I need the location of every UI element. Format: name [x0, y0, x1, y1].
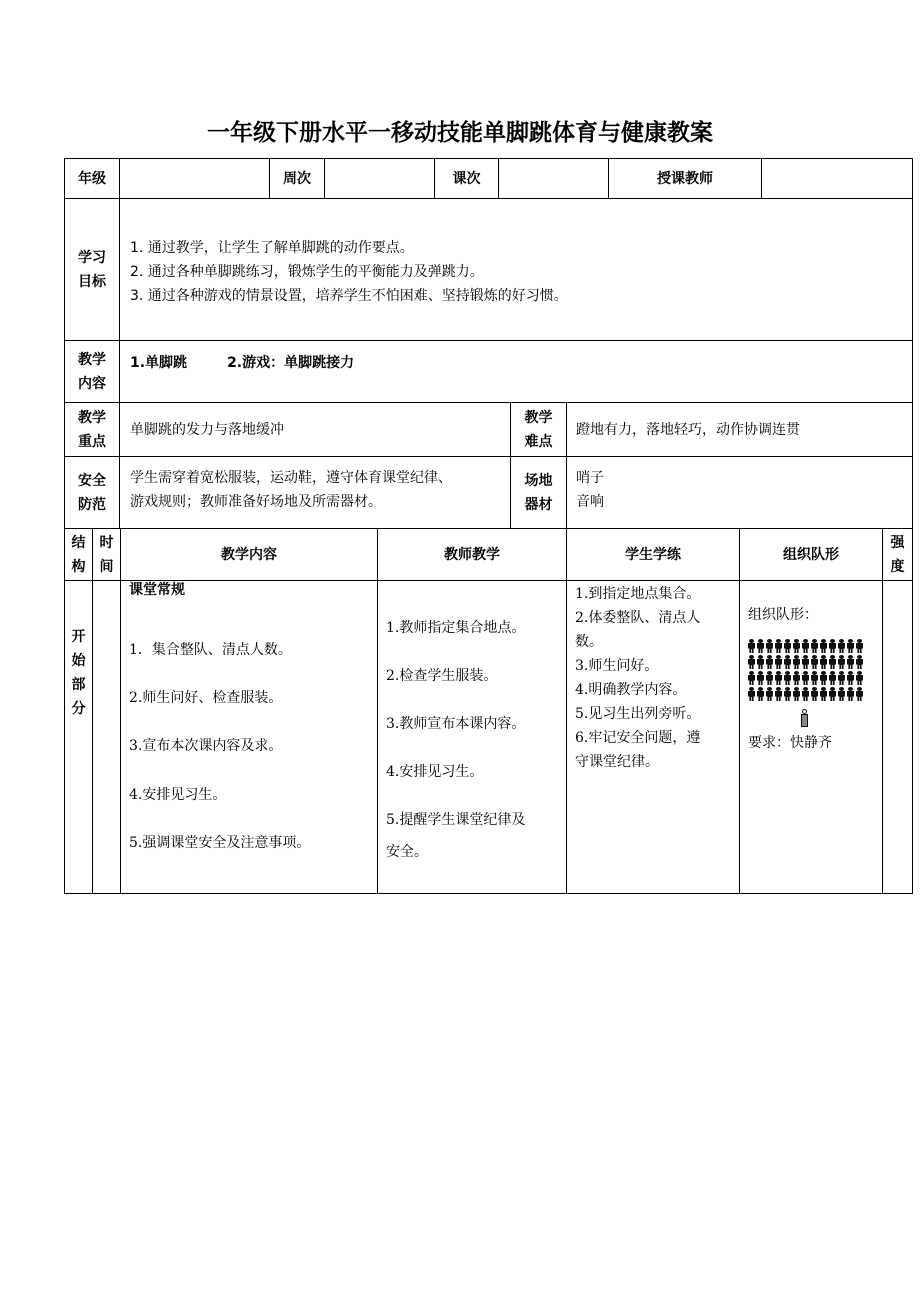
objectives-label-line-2: 目标 [78, 273, 106, 290]
student-figure-icon [793, 687, 800, 701]
formation-requirement: 要求：快静齐 [748, 735, 832, 751]
start-teacher [386, 616, 564, 864]
equipment-list [576, 466, 876, 514]
teacher-teaching-header: 教师教学 [444, 546, 500, 563]
time-header [93, 529, 120, 580]
start-student-line: 4.明确教学内容。 [575, 682, 687, 698]
student-figure-icon [802, 687, 809, 701]
start-formation [748, 603, 878, 755]
equipment-label-line-1: 场地 [524, 472, 553, 489]
student-figure-icon [856, 687, 863, 701]
start-teacher-item: 1.教师指定集合地点。 [386, 620, 526, 636]
start-teacher-item: 安全。 [386, 844, 428, 860]
structure-header [65, 529, 92, 580]
equipment-label-line-2: 器材 [524, 496, 553, 513]
formation-row [748, 639, 878, 653]
difficulty-label [511, 403, 566, 456]
student-figure-icon [820, 671, 827, 685]
student-figure-icon [793, 671, 800, 685]
start-student-line: 守课堂纪律。 [575, 754, 659, 770]
student-figure-icon [784, 655, 791, 669]
safety-line: 游戏规则；教师准备好场地及所需器材。 [130, 494, 382, 510]
start-teacher-item: 3.教师宣布本课内容。 [386, 716, 526, 732]
teacher-figure-icon [801, 709, 808, 727]
content-item-1: 1.单脚跳 [130, 355, 188, 371]
student-figure-icon [820, 655, 827, 669]
teaching-content-header: 教学内容 [221, 546, 277, 563]
formation-header: 组织队形 [783, 546, 839, 563]
start-section-label [65, 625, 92, 721]
student-figure-icon [757, 687, 764, 701]
student-figure-icon [748, 639, 755, 653]
student-figure-icon [766, 671, 773, 685]
student-figure-icon [811, 655, 818, 669]
student-figure-icon [820, 687, 827, 701]
safety-line: 学生需穿着宽松服装，运动鞋，遵守体育课堂纪律、 [130, 470, 452, 486]
student-figure-icon [793, 655, 800, 669]
student-figure-icon [829, 655, 836, 669]
start-student-line: 1.到指定地点集合。 [575, 586, 701, 602]
objectives-label [65, 199, 119, 340]
teacher-label: 授课教师 [657, 170, 713, 187]
student-figure-icon [775, 671, 782, 685]
formation-row [748, 671, 878, 685]
intensity-header [883, 529, 912, 580]
grade-label: 年级 [78, 170, 106, 187]
safety-text [130, 466, 508, 514]
equipment-item: 音响 [576, 494, 604, 510]
start-student-line: 5.见习生出列旁听。 [575, 706, 701, 722]
student-figure-icon [802, 655, 809, 669]
student-figure-icon [829, 687, 836, 701]
start-content-title: 课堂常规 [129, 582, 185, 598]
intensity-header-line-2: 度 [890, 558, 905, 575]
student-figure-icon [856, 671, 863, 685]
student-figure-icon [748, 671, 755, 685]
structure-header-line-1: 结 [71, 534, 86, 551]
student-figure-icon [784, 639, 791, 653]
structure-header-line-2: 构 [71, 558, 86, 575]
start-teacher-item: 2.检查学生服装。 [386, 668, 498, 684]
student-figure-icon [829, 671, 836, 685]
key-points-label-line-2: 重点 [78, 433, 106, 450]
student-figure-icon [766, 639, 773, 653]
week-value[interactable] [325, 159, 434, 198]
start-student-line: 3.师生问好。 [575, 658, 659, 674]
content-label-line-2: 内容 [78, 375, 106, 392]
student-figure-icon [757, 639, 764, 653]
student-figure-icon [784, 671, 791, 685]
start-teacher-item: 4.安排见习生。 [386, 764, 484, 780]
student-figure-icon [793, 639, 800, 653]
content-label [65, 341, 119, 402]
difficulty-text: 蹬地有力，落地轻巧，动作协调连贯 [576, 421, 800, 438]
equipment-label [511, 457, 566, 528]
start-student-line: 数。 [575, 634, 603, 650]
start-student-line: 2.体委整队、清点人 [575, 610, 701, 626]
student-figure-icon [748, 687, 755, 701]
teacher-value[interactable] [762, 159, 912, 198]
student-figure-icon [766, 655, 773, 669]
start-content [129, 578, 374, 855]
start-section-label-char: 始 [71, 653, 86, 669]
student-figure-icon [802, 671, 809, 685]
lesson-label: 课次 [452, 170, 481, 187]
student-figure-icon [757, 671, 764, 685]
formation-label: 组织队形： [748, 607, 818, 623]
objective-item: 3. 通过各种游戏的情景设置，培养学生不怕困难、坚持锻炼的好习惯。 [130, 288, 568, 304]
formation-row [748, 655, 878, 669]
student-figure-icon [856, 655, 863, 669]
student-figure-icon [811, 671, 818, 685]
student-figure-icon [847, 655, 854, 669]
objective-item: 1. 通过教学，让学生了解单脚跳的动作要点。 [130, 240, 414, 256]
student-figure-icon [757, 655, 764, 669]
key-points-text: 单脚跳的发力与落地缓冲 [130, 421, 284, 438]
start-content-item: 1．集合整队、清点人数。 [129, 642, 292, 658]
start-student-line: 6.牢记安全问题，遵 [575, 730, 701, 746]
intensity-header-line-1: 强 [890, 534, 905, 551]
student-figure-icon [811, 687, 818, 701]
key-points-label [65, 403, 119, 456]
student-figure-icon [802, 639, 809, 653]
start-student [575, 582, 737, 774]
student-practice-header: 学生学练 [625, 546, 681, 563]
start-teacher-item: 5.提醒学生课堂纪律及 [386, 812, 526, 828]
start-content-item: 3.宣布本次课内容及求。 [129, 738, 283, 754]
start-section-label-char: 部 [71, 677, 86, 693]
student-figure-icon [856, 639, 863, 653]
student-figure-icon [775, 639, 782, 653]
start-content-item: 5.强调课堂安全及注意事项。 [129, 835, 311, 851]
safety-label-line-1: 安全 [78, 472, 106, 489]
grade-value[interactable] [120, 159, 269, 198]
difficulty-label-line-2: 难点 [524, 433, 553, 450]
lesson-value[interactable] [499, 159, 608, 198]
student-figure-icon [838, 655, 845, 669]
formation-row [748, 687, 878, 701]
student-figure-icon [775, 655, 782, 669]
objectives-list [130, 236, 900, 308]
start-section-label-char: 开 [71, 629, 86, 645]
content-items [130, 351, 530, 375]
start-content-item: 4.安排见习生。 [129, 787, 227, 803]
student-figure-icon [847, 687, 854, 701]
safety-label [65, 457, 119, 528]
equipment-item: 哨子 [576, 470, 604, 486]
student-figure-icon [838, 671, 845, 685]
safety-label-line-2: 防范 [78, 496, 106, 513]
student-figure-icon [775, 687, 782, 701]
student-figure-icon [847, 639, 854, 653]
student-figure-icon [838, 639, 845, 653]
key-points-label-line-1: 教学 [78, 409, 106, 426]
student-figure-icon [829, 639, 836, 653]
student-figure-icon [748, 655, 755, 669]
start-section-label-char: 分 [71, 701, 86, 717]
time-header-line-2: 间 [99, 558, 114, 575]
student-figure-icon [811, 639, 818, 653]
content-label-line-1: 教学 [78, 351, 106, 368]
objectives-label-line-1: 学习 [78, 249, 106, 266]
student-figure-icon [766, 687, 773, 701]
page-title: 一年级下册水平一移动技能单脚跳体育与健康教案 [207, 120, 713, 146]
student-figure-icon [820, 639, 827, 653]
formation-diagram [748, 639, 878, 701]
start-content-item: 2.师生问好、检查服装。 [129, 690, 283, 706]
objective-item: 2. 通过各种单脚跳练习，锻炼学生的平衡能力及弹跳力。 [130, 264, 484, 280]
time-header-line-1: 时 [99, 534, 114, 551]
difficulty-label-line-1: 教学 [524, 409, 553, 426]
student-figure-icon [838, 687, 845, 701]
student-figure-icon [847, 671, 854, 685]
content-item-2: 2.游戏：单脚跳接力 [227, 355, 355, 371]
student-figure-icon [784, 687, 791, 701]
week-label: 周次 [283, 170, 311, 187]
